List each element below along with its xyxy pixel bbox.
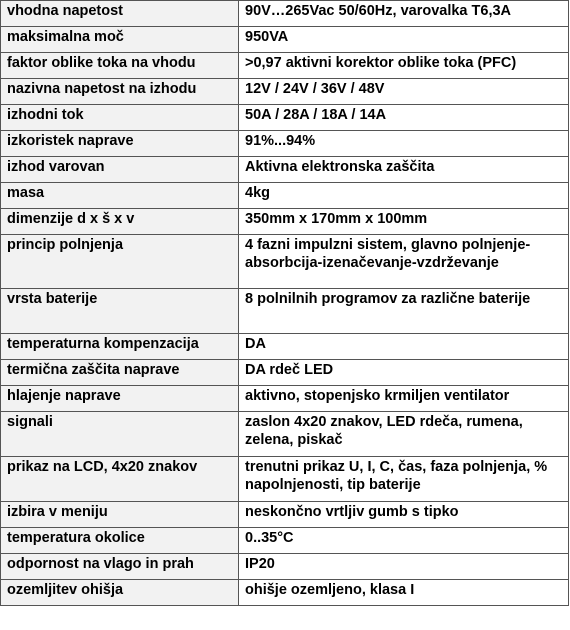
spec-value: aktivno, stopenjsko krmiljen ventilator xyxy=(239,386,569,412)
spec-label: prikaz na LCD, 4x20 znakov xyxy=(1,457,239,502)
spec-label: izhodni tok xyxy=(1,105,239,131)
table-row xyxy=(1,386,569,412)
spec-value: IP20 xyxy=(239,554,569,580)
spec-value: 4 fazni impulzni sistem, glavno polnjenje-absorbcija-izenačevanje-vzdrževanje xyxy=(239,235,569,289)
spec-value: 90V…265Vac 50/60Hz, varovalka T6,3A xyxy=(239,1,569,27)
spec-value: 950VA xyxy=(239,27,569,53)
spec-label: princip polnjenja xyxy=(1,235,239,289)
table-row xyxy=(1,360,569,386)
table-row xyxy=(1,53,569,79)
spec-label: faktor oblike toka na vhodu xyxy=(1,53,239,79)
spec-value: >0,97 aktivni korektor oblike toka (PFC) xyxy=(239,53,569,79)
table-row xyxy=(1,131,569,157)
spec-value: 0..35°C xyxy=(239,528,569,554)
table-row xyxy=(1,157,569,183)
spec-value: trenutni prikaz U, I, C, čas, faza polnjenja, % napolnjenosti, tip baterije xyxy=(239,457,569,502)
table-row xyxy=(1,27,569,53)
spec-label: temperaturna kompenzacija xyxy=(1,334,239,360)
spec-label: temperatura okolice xyxy=(1,528,239,554)
spec-value: neskončno vrtljiv gumb s tipko xyxy=(239,502,569,528)
spec-value: DA xyxy=(239,334,569,360)
spec-value: ohišje ozemljeno, klasa I xyxy=(239,580,569,606)
spec-label: izhod varovan xyxy=(1,157,239,183)
spec-label: izkoristek naprave xyxy=(1,131,239,157)
table-row xyxy=(1,580,569,606)
spec-value: 350mm x 170mm x 100mm xyxy=(239,209,569,235)
table-row xyxy=(1,412,569,457)
spec-label: nazivna napetost na izhodu xyxy=(1,79,239,105)
table-row xyxy=(1,502,569,528)
spec-label: hlajenje naprave xyxy=(1,386,239,412)
spec-value: 12V / 24V / 36V / 48V xyxy=(239,79,569,105)
spec-value: 50A / 28A / 18A / 14A xyxy=(239,105,569,131)
spec-value: 4kg xyxy=(239,183,569,209)
spec-label: izbira v meniju xyxy=(1,502,239,528)
table-row xyxy=(1,334,569,360)
spec-label: vrsta baterije xyxy=(1,289,239,334)
spec-label: odpornost na vlago in prah xyxy=(1,554,239,580)
spec-value: 91%...94% xyxy=(239,131,569,157)
spec-label: masa xyxy=(1,183,239,209)
table-row xyxy=(1,183,569,209)
table-row xyxy=(1,457,569,502)
table-row xyxy=(1,209,569,235)
spec-value: Aktivna elektronska zaščita xyxy=(239,157,569,183)
table-row xyxy=(1,105,569,131)
table-row xyxy=(1,554,569,580)
spec-label: termična zaščita naprave xyxy=(1,360,239,386)
table-row xyxy=(1,1,569,27)
spec-label: signali xyxy=(1,412,239,457)
table-row xyxy=(1,79,569,105)
spec-label: maksimalna moč xyxy=(1,27,239,53)
spec-value: 8 polnilnih programov za različne baterije xyxy=(239,289,569,334)
spec-label: ozemljitev ohišja xyxy=(1,580,239,606)
spec-value: zaslon 4x20 znakov, LED rdeča, rumena, zelena, piskač xyxy=(239,412,569,457)
table-row xyxy=(1,289,569,334)
spec-value: DA rdeč LED xyxy=(239,360,569,386)
table-row xyxy=(1,235,569,289)
spec-label: dimenzije d x š x v xyxy=(1,209,239,235)
table-row xyxy=(1,528,569,554)
spec-label: vhodna napetost xyxy=(1,1,239,27)
